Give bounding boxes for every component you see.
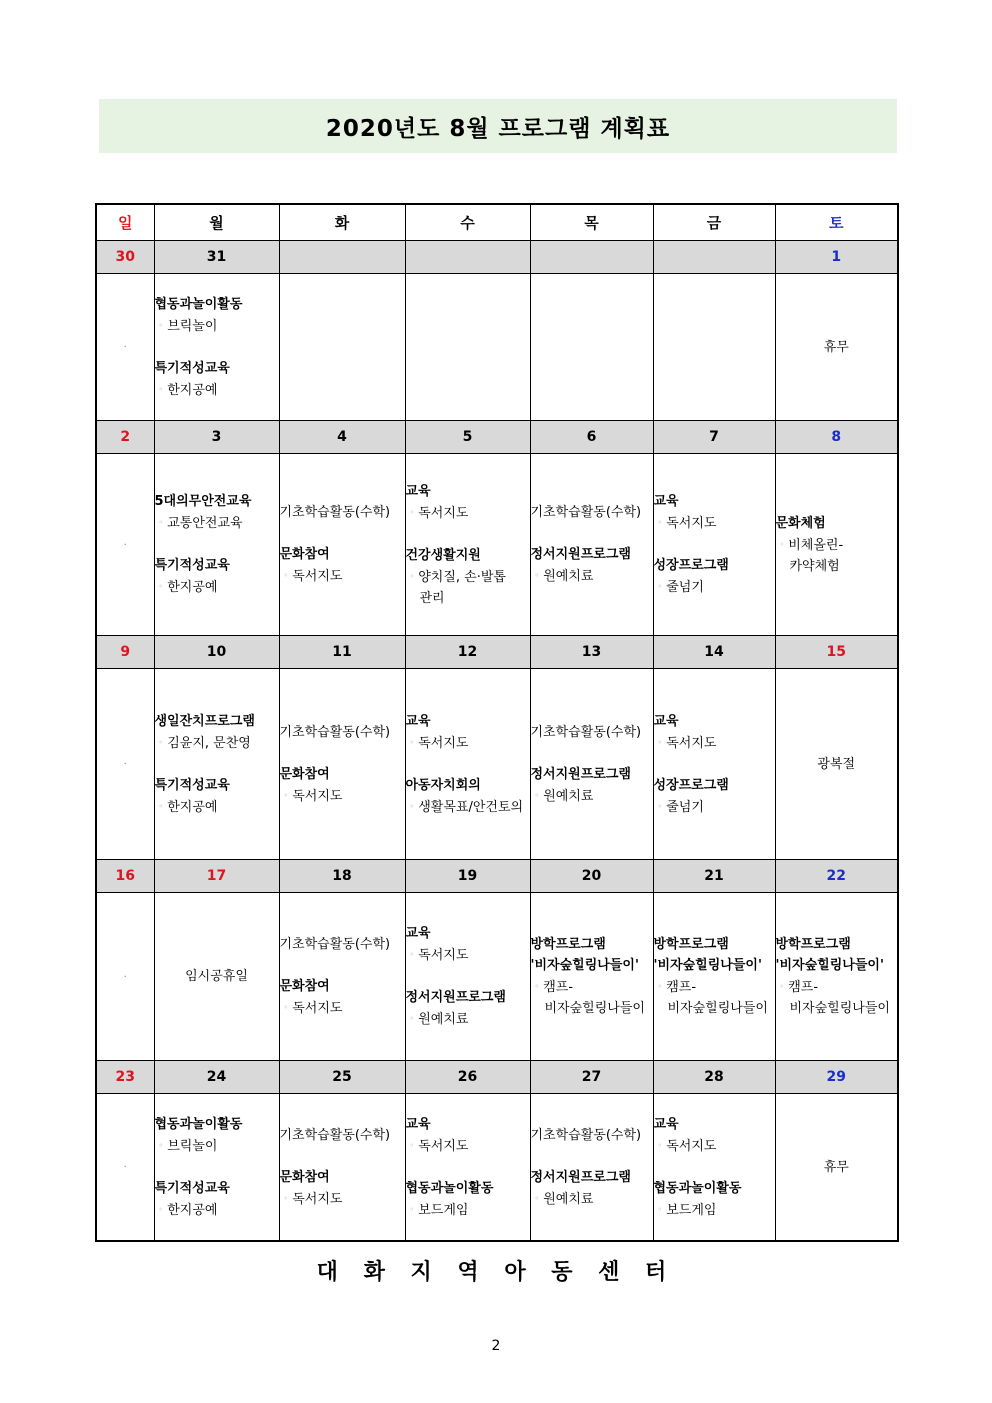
date-cell: 12 [405,636,530,669]
content-row [96,274,898,421]
day-cell [530,669,653,860]
date-cell: 9 [96,636,154,669]
bullet-icon: ◦ [158,518,164,527]
bullet-icon: ◦ [409,1140,415,1150]
program-item-text: 원예치료 [543,569,594,584]
day-cell [653,893,775,1061]
program-item-text: 보드게임 [666,1202,717,1218]
program-item [406,944,530,966]
date-cell: 30 [96,241,154,274]
date-cell: 5 [405,421,530,454]
program-item-text: 줄넘기 [666,580,704,595]
day-cell [405,669,530,860]
program-item [155,379,279,401]
program-item-continuation: 비자숲힐링나들이 [667,1001,768,1016]
date-cell: 16 [96,860,154,893]
bullet-icon: ◦ [534,790,540,800]
program-heading: 교육 [653,713,679,729]
program-item-text: 독서지도 [418,948,469,963]
program-plain: 기초학습활동(수학) [279,505,391,520]
program-item [654,796,775,818]
day-cell [775,893,898,1061]
holiday-label: 휴무 [823,339,849,355]
bullet-icon: ◦ [409,737,415,747]
bullet-icon: ◦ [657,1204,663,1214]
bullet-icon: ◦ [158,1204,164,1214]
program-item-text: 독서지도 [666,1138,717,1154]
date-cell: 8 [775,421,898,454]
program-heading: 생일잔치프로그램 [154,713,255,729]
program-item [155,315,279,337]
program-heading: 문화체험 [775,515,826,531]
date-cell: 21 [653,860,775,893]
program-item [531,565,653,587]
empty-marker: · [123,759,127,770]
date-row [96,860,898,893]
program-heading: 교육 [405,483,431,499]
day-cell [653,669,775,860]
program-heading: 교육 [653,1116,679,1132]
bullet-icon: ◦ [779,982,785,991]
spacer [155,337,279,358]
date-cell: 13 [530,636,653,669]
bullet-icon: ◦ [283,1193,289,1203]
program-item [280,565,405,587]
program-item [654,976,775,998]
empty-marker: · [123,539,127,551]
program-subheading: '비자숲힐링나들이' [530,958,639,973]
program-heading: 문화참여 [279,547,330,562]
date-cell: 26 [405,1061,530,1094]
program-item-text: 독서지도 [418,1138,469,1154]
spacer [406,1157,530,1178]
program-item-text: 독서지도 [666,516,717,531]
program-item [531,1188,653,1210]
program-item-continuation: 관리 [419,590,445,606]
bullet-icon: ◦ [409,1204,415,1214]
program-heading: 문화참여 [279,979,330,994]
weekday-fri: 금 [653,204,775,241]
holiday-label: 휴무 [823,1159,849,1175]
date-cell: 4 [279,421,405,454]
program-item [280,997,405,1019]
program-item [531,785,653,807]
bullet-icon: ◦ [409,1014,415,1023]
day-cell [653,454,775,636]
date-cell: 11 [279,636,405,669]
holiday-label: 광복절 [817,756,856,772]
date-cell: 1 [775,241,898,274]
program-item-text: 비체올린- [788,537,844,553]
date-cell: 15 [775,636,898,669]
bullet-icon: ◦ [657,737,663,747]
title-banner [99,99,897,153]
spacer [406,524,530,545]
day-cell [96,274,154,421]
program-item [654,1199,775,1221]
program-heading: 협동과놀이활동 [405,1180,494,1196]
spacer [280,523,405,544]
day-cell [775,274,898,421]
day-cell [405,454,530,636]
program-heading: 특기적성교육 [154,1180,230,1196]
weekday-tue: 화 [279,204,405,241]
day-cell [96,669,154,860]
day-cell [154,669,279,860]
date-cell: 19 [405,860,530,893]
program-heading: 협동과놀이활동 [154,296,243,312]
bullet-icon: ◦ [158,737,164,747]
program-item-text: 교통안전교육 [167,516,243,531]
program-item-continuation: 카약체험 [789,558,840,574]
program-heading: 협동과놀이활동 [154,1116,243,1132]
weekday-thu: 목 [530,204,653,241]
date-cell: 14 [653,636,775,669]
program-item [406,1008,530,1030]
program-heading: 교육 [405,713,431,729]
date-cell: 23 [96,1061,154,1094]
spacer [531,523,653,544]
date-cell: 28 [653,1061,775,1094]
day-cell [775,669,898,860]
program-plain: 기초학습활동(수학) [530,1127,642,1143]
date-cell [279,241,405,274]
program-item [155,512,279,534]
program-item [406,502,530,524]
program-item-text: 원예치료 [543,1191,594,1207]
bullet-icon: ◦ [409,950,415,959]
program-item-continuation: 비자숲힐링나들이 [789,1001,890,1016]
program-heading: 특기적성교육 [154,777,230,793]
program-item [155,796,279,818]
bullet-icon: ◦ [158,320,164,330]
program-heading: 교육 [405,1116,431,1132]
day-cell [530,1094,653,1242]
spacer [406,966,530,987]
spacer [280,1146,405,1167]
spacer [155,534,279,555]
program-item [654,732,775,754]
date-cell: 3 [154,421,279,454]
program-heading: 정서지원프로그램 [530,766,631,782]
spacer [654,534,775,555]
day-cell [154,454,279,636]
day-cell [154,274,279,421]
program-item [654,576,775,598]
page-number: 2 [491,1338,501,1354]
spacer [280,955,405,976]
date-cell: 27 [530,1061,653,1094]
bullet-icon: ◦ [409,571,415,581]
program-heading: 방학프로그램 [530,937,606,952]
program-item [406,1199,530,1221]
program-subheading: '비자숲힐링나들이' [775,958,884,973]
day-cell [96,893,154,1061]
bullet-icon: ◦ [409,801,415,811]
program-item-text: 독서지도 [666,735,717,751]
day-cell [96,454,154,636]
day-cell [653,274,775,421]
day-cell [279,669,405,860]
program-heading: 방학프로그램 [653,937,729,952]
date-row [96,1061,898,1094]
holiday-label: 임시공휴일 [185,969,248,984]
program-item-text: 독서지도 [292,569,343,584]
bullet-icon: ◦ [158,582,164,591]
program-item-text: 독서지도 [418,505,469,521]
program-item [531,976,653,998]
program-item [406,566,530,588]
day-cell [405,893,530,1061]
program-item-text: 생활목표/안건토의 [418,799,524,815]
center-name-footer: 대 화 지 역 아 동 센 터 [316,1260,676,1285]
program-heading: 정서지원프로그램 [530,1169,631,1185]
program-plain: 기초학습활동(수학) [279,937,391,952]
program-item-text: 줄넘기 [666,799,704,815]
date-cell: 20 [530,860,653,893]
day-cell [279,893,405,1061]
bullet-icon: ◦ [657,982,663,991]
weekday-mon: 월 [154,204,279,241]
bullet-icon: ◦ [158,384,164,394]
program-heading: 정서지원프로그램 [405,990,506,1005]
content-row [96,893,898,1061]
program-plain: 기초학습활동(수학) [279,1127,391,1143]
date-cell: 7 [653,421,775,454]
calendar-table [95,203,899,1242]
day-cell [154,1094,279,1242]
program-heading: 협동과놀이활동 [653,1180,742,1196]
spacer [654,754,775,775]
program-item-text: 한지공예 [167,382,218,398]
program-item-text: 캠프- [543,980,574,995]
bullet-icon: ◦ [534,571,540,580]
program-plain: 기초학습활동(수학) [279,724,391,740]
bullet-icon: ◦ [409,507,415,517]
program-item [155,732,279,754]
date-cell [530,241,653,274]
bullet-icon: ◦ [779,539,785,549]
day-cell [279,1094,405,1242]
day-cell [653,1094,775,1242]
program-item-text: 독서지도 [292,1191,343,1207]
day-cell [405,274,530,421]
date-cell: 25 [279,1061,405,1094]
date-cell: 2 [96,421,154,454]
date-cell: 22 [775,860,898,893]
program-item [406,732,530,754]
day-cell [279,454,405,636]
content-row [96,454,898,636]
spacer [280,743,405,764]
content-row [96,1094,898,1242]
program-item-text: 독서지도 [418,735,469,751]
program-item [654,1135,775,1157]
date-cell [405,241,530,274]
program-item [776,976,898,998]
weekday-sun: 일 [96,204,154,241]
program-heading: 5대의무안전교육 [154,494,252,509]
program-item-text: 원예치료 [418,1012,469,1027]
program-item-text: 한지공예 [167,799,218,815]
day-cell [279,274,405,421]
program-item [406,1135,530,1157]
bullet-icon: ◦ [283,790,289,800]
bullet-icon: ◦ [158,1140,164,1150]
day-cell [405,1094,530,1242]
program-item [280,785,405,807]
program-item [155,1135,279,1157]
bullet-icon: ◦ [534,982,540,991]
date-cell: 10 [154,636,279,669]
weekday-wed: 수 [405,204,530,241]
bullet-icon: ◦ [534,1193,540,1203]
date-cell: 29 [775,1061,898,1094]
program-heading: 성장프로그램 [653,558,729,573]
program-heading: 문화참여 [279,1169,330,1185]
empty-marker: · [123,342,127,353]
spacer [155,1157,279,1178]
bullet-icon: ◦ [657,582,663,591]
program-heading: 아동자치회의 [405,777,481,793]
program-item-text: 보드게임 [418,1202,469,1218]
bullet-icon: ◦ [657,801,663,811]
program-item [776,534,898,556]
program-heading: 특기적성교육 [154,360,230,376]
weekday-header-row [96,204,898,241]
content-row [96,669,898,860]
date-cell: 31 [154,241,279,274]
date-cell [653,241,775,274]
program-item-text: 독서지도 [292,788,343,804]
spacer [531,1146,653,1167]
program-item-text: 원예치료 [543,788,594,804]
program-subheading: '비자숲힐링나들이' [653,958,762,973]
program-item-text: 양치질, 손·발톱 [418,569,506,585]
day-cell [530,274,653,421]
day-cell [96,1094,154,1242]
program-plain: 기초학습활동(수학) [530,505,642,520]
date-cell: 18 [279,860,405,893]
weekday-sat: 토 [775,204,898,241]
day-cell [775,1094,898,1242]
date-row [96,636,898,669]
program-item [280,1188,405,1210]
spacer [155,754,279,775]
program-item-text: 캠프- [666,980,697,995]
program-item-text: 김윤지, 문찬영 [167,735,251,751]
day-cell [775,454,898,636]
program-item-text: 캠프- [788,980,819,995]
bullet-icon: ◦ [283,1003,289,1012]
day-cell [530,454,653,636]
program-item-text: 브릭놀이 [167,1138,218,1154]
program-item [654,512,775,534]
program-item-text: 브릭놀이 [167,318,218,334]
program-item-text: 한지공예 [167,580,218,595]
program-heading: 교육 [405,926,431,941]
empty-marker: · [123,1162,127,1173]
program-heading: 특기적성교육 [154,558,230,573]
program-heading: 건강생활지원 [405,547,481,563]
program-item [155,576,279,598]
bullet-icon: ◦ [283,571,289,580]
empty-marker: · [123,971,127,983]
day-cell [530,893,653,1061]
program-item-text: 독서지도 [292,1001,343,1016]
page-title: 2020년도 8월 프로그램 계획표 [325,115,671,142]
date-cell: 24 [154,1061,279,1094]
date-cell: 6 [530,421,653,454]
bullet-icon: ◦ [657,1140,663,1150]
spacer [531,743,653,764]
program-item [406,796,530,818]
program-item-continuation: 비자숲힐링나들이 [544,1001,645,1016]
spacer [406,754,530,775]
date-row [96,421,898,454]
program-heading: 방학프로그램 [775,937,851,952]
program-heading: 성장프로그램 [653,777,729,793]
program-plain: 기초학습활동(수학) [530,724,642,740]
date-cell: 17 [154,860,279,893]
bullet-icon: ◦ [158,801,164,811]
bullet-icon: ◦ [657,518,663,527]
spacer [654,1157,775,1178]
program-heading: 교육 [653,494,679,509]
program-heading: 정서지원프로그램 [530,547,631,562]
date-row [96,241,898,274]
program-item-text: 한지공예 [167,1202,218,1218]
program-heading: 문화참여 [279,766,330,782]
program-item [155,1199,279,1221]
day-cell [154,893,279,1061]
